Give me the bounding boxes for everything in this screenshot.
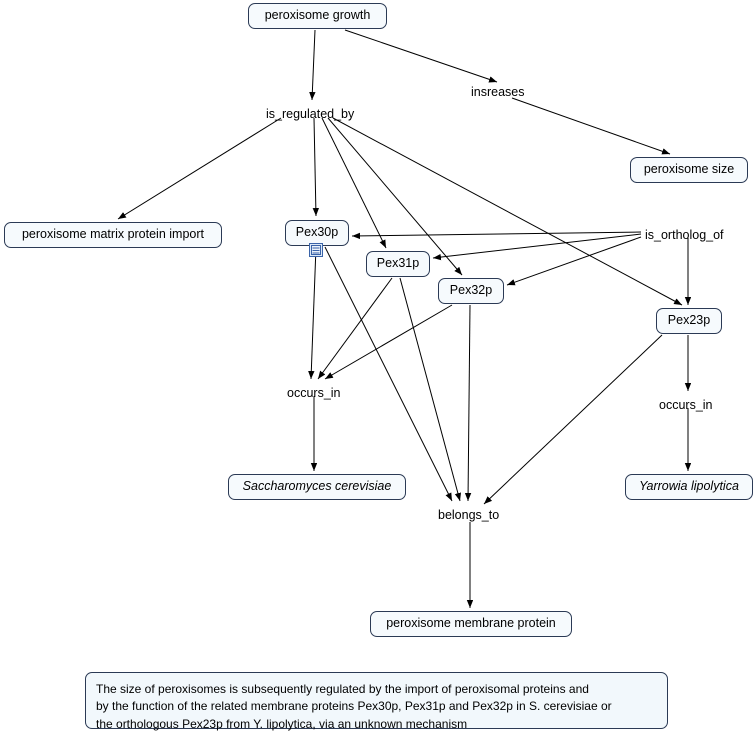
- node-peroxisome-membrane-protein[interactable]: [370, 611, 572, 637]
- edge-isorthologof-to-pex30p: [352, 232, 641, 236]
- edge-growth-to-isregulatedby: [312, 30, 315, 100]
- edge-pex32p-to-belongsto: [468, 305, 470, 501]
- edge-pex31p-to-occursin: [318, 278, 392, 379]
- relation-label-occurs-in-left: occurs_in: [287, 386, 341, 400]
- diagram-note: [85, 672, 668, 729]
- node-peroxisome-matrix-protein-import[interactable]: [4, 222, 222, 248]
- note-line: by the function of the related membrane proteins Pex30p, Pex31p and Pex32p in S. cerevisiae or: [96, 699, 612, 714]
- node-peroxisome-size[interactable]: [630, 157, 748, 183]
- relation-label-is-ortholog-of: is_ortholog_of: [645, 228, 724, 242]
- node-label: peroxisome matrix protein import: [21, 227, 204, 242]
- edge-growth-to-insreases: [345, 30, 497, 82]
- edge-pex30p-to-occursin: [311, 247, 316, 379]
- edge-pex31p-to-belongsto: [400, 278, 460, 501]
- relation-label-insreases: insreases: [471, 85, 525, 99]
- node-saccharomyces-cerevisiae[interactable]: [228, 474, 406, 500]
- relation-label-occurs-in-right: occurs_in: [659, 398, 713, 412]
- node-label: Pex23p: [667, 313, 711, 328]
- node-label: peroxisome membrane protein: [386, 616, 556, 631]
- edge-pex32p-to-occursin: [325, 305, 452, 379]
- node-label: Yarrowia lipolytica: [639, 479, 739, 494]
- node-pex23p[interactable]: [656, 308, 722, 334]
- edge-isorthologof-to-pex32p: [507, 237, 641, 285]
- node-label: peroxisome size: [643, 162, 735, 177]
- node-label: Saccharomyces cerevisiae: [242, 479, 392, 494]
- edge-isregulatedby-to-pex30p: [314, 118, 316, 216]
- node-handle-icon[interactable]: [309, 243, 323, 257]
- edge-pex30p-to-belongsto: [325, 247, 452, 501]
- note-line: The size of peroxisomes is subsequently regulated by the import of peroxisomal proteins and: [96, 682, 589, 696]
- node-label: Pex32p: [449, 283, 493, 298]
- node-label: peroxisome growth: [264, 8, 371, 23]
- relation-label-belongs-to: belongs_to: [438, 508, 500, 522]
- node-yarrowia-lipolytica[interactable]: [625, 474, 753, 500]
- note-line: the orthologous Pex23p from Y. lipolytica, via an unknown mechanism: [96, 716, 468, 731]
- edge-isorthologof-to-pex31p: [433, 234, 641, 258]
- node-label: Pex31p: [376, 256, 420, 271]
- edge-insreases-to-size: [512, 98, 670, 154]
- edge-isregulatedby-to-matriximport: [118, 118, 281, 219]
- node-pex32p[interactable]: [438, 278, 504, 304]
- node-label: Pex30p: [295, 225, 339, 240]
- relation-label-is-regulated-by: is_regulated_by: [266, 107, 355, 121]
- node-pex31p[interactable]: [366, 251, 430, 277]
- node-peroxisome-growth[interactable]: [248, 3, 387, 29]
